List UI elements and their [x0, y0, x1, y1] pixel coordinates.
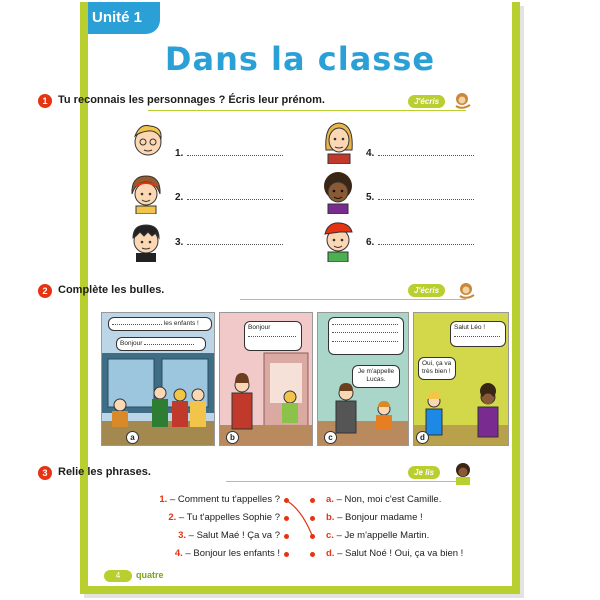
section-3-instruction: Relie les phrases.	[58, 466, 151, 478]
answer-line-5[interactable]: 5.	[366, 192, 474, 203]
speech-bubble-c2: Je m'appelle Lucas.	[352, 365, 400, 388]
example-match-line	[282, 496, 318, 542]
panel-letter-d: d	[416, 431, 429, 444]
speech-bubble-d2: Oui, ça va très bien !	[418, 357, 456, 380]
panel-letter-a: a	[126, 431, 139, 444]
comic-panel-b	[219, 312, 313, 446]
page-title: Dans la classe	[164, 40, 436, 78]
answer-line-6[interactable]: 6.	[366, 237, 474, 248]
section-2-instruction: Complète les bulles.	[58, 284, 165, 296]
reading-girl-mascot-icon	[452, 462, 474, 486]
panel-letter-b: b	[226, 431, 239, 444]
character-face-5	[320, 170, 356, 214]
answer-line-3[interactable]: 3.	[175, 237, 283, 248]
answer-line-1[interactable]: 1.	[175, 148, 283, 159]
match-right-b: b. – Bonjour madame !	[326, 512, 423, 523]
section-3-badge: Je lis	[408, 466, 440, 479]
answer-line-4[interactable]: 4.	[366, 148, 474, 159]
match-right-d: d. – Salut Noé ! Oui, ça va bien !	[326, 548, 464, 559]
section-1-badge: J'écris	[408, 95, 445, 108]
unit-tab: Unité 1	[80, 2, 160, 34]
section-2-rule	[240, 299, 466, 300]
comic-panel-c	[317, 312, 409, 446]
character-face-2	[128, 172, 164, 214]
section-2-number: 2	[38, 284, 52, 298]
panel-letter-c: c	[324, 431, 337, 444]
match-left-1: 1. – Comment tu t'appelles ?	[159, 494, 280, 505]
section-1-number: 1	[38, 94, 52, 108]
match-left-4: 4. – Bonjour les enfants !	[174, 548, 280, 559]
match-right-c: c. – Je m'appelle Martin.	[326, 530, 430, 541]
speech-bubble-a1: les enfants !	[108, 317, 212, 331]
match-dot-left-4[interactable]	[284, 552, 289, 557]
speech-bubble-a2: Bonjour	[116, 337, 206, 351]
section-1-instruction: Tu reconnais les personnages ? Écris leur prénom.	[58, 94, 325, 106]
answer-line-2[interactable]: 2.	[175, 192, 283, 203]
match-dot-right-d[interactable]	[310, 552, 315, 557]
section-3-rule	[226, 481, 466, 482]
section-2-badge: J'écris	[408, 284, 445, 297]
character-face-4	[322, 120, 356, 164]
character-face-1	[130, 122, 166, 164]
match-right-a: a. – Non, moi c'est Camille.	[326, 494, 442, 505]
comic-panel-a	[101, 312, 215, 446]
match-left-3: 3. – Salut Maé ! Ça va ?	[178, 530, 280, 541]
monkey-mascot-icon	[452, 90, 474, 112]
comic-panel-d	[413, 312, 509, 446]
speech-bubble-b1: Bonjour	[244, 321, 302, 351]
section-1-rule	[148, 110, 466, 111]
character-face-6	[320, 218, 356, 262]
character-face-3	[128, 220, 164, 262]
speech-bubble-d1: Salut Léo !	[450, 321, 506, 347]
match-left-2: 2. – Tu t'appelles Sophie ?	[168, 512, 280, 523]
section-3-number: 3	[38, 466, 52, 480]
monkey-mascot-icon	[456, 280, 478, 302]
classroom-scene-illustration	[102, 313, 215, 446]
page-number-word: quatre	[136, 570, 164, 580]
speech-bubble-c1	[328, 317, 404, 355]
page-number: 4	[104, 570, 132, 582]
